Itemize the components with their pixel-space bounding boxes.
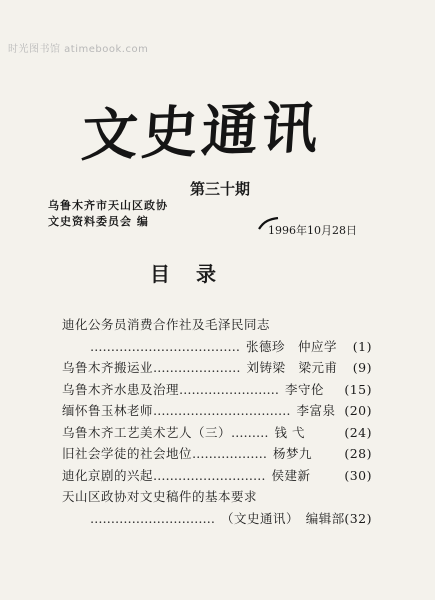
toc-entry-title: 天山区政协对文史稿件的基本要求 (62, 489, 258, 504)
toc-entry (62, 508, 372, 530)
toc-entry-author: 钱 弋 (274, 424, 305, 440)
toc-entry (62, 314, 372, 336)
table-of-contents (62, 314, 372, 529)
toc-entry-title: 乌鲁木齐搬运业 (62, 360, 154, 375)
toc-entry-page: (30) (344, 467, 372, 483)
toc-entry (62, 400, 372, 422)
toc-entry-leader: ………………… (153, 360, 241, 375)
toc-entry-author: 刘铸梁 梁元甫 (246, 360, 338, 375)
toc-entry (62, 357, 372, 379)
toc-entry-title: 迪化京剧的兴起 (62, 467, 154, 483)
toc-entry-leader: ……… (231, 424, 269, 440)
toc-entry (62, 336, 372, 358)
toc-entry (62, 443, 372, 465)
publication-date: 1996年10月28日 (268, 224, 357, 237)
publisher-org (48, 198, 168, 230)
toc-entry-author: 李守伦 (285, 381, 325, 397)
toc-entry-title: 旧社会学徒的社会地位 (62, 446, 193, 461)
toc-entry (62, 486, 372, 508)
toc-entry-author: 张德珍 仲应学 (246, 338, 338, 354)
toc-entry-page: (15) (344, 381, 372, 397)
issue-number: 第三十期 (190, 180, 251, 198)
toc-entry (62, 465, 372, 487)
toc-entry (62, 422, 372, 444)
toc-entry-page: (9) (352, 360, 372, 375)
toc-entry-leader: ……………………… (153, 467, 266, 483)
toc-entry-author: （文史通讯） 编辑部 (221, 510, 345, 526)
toc-entry-leader: ……………………………… (90, 338, 240, 354)
masthead (79, 88, 324, 170)
toc-entry-title: 缅怀鲁玉林老师 (62, 403, 154, 418)
toc-entry-leader: ………………………… (90, 510, 215, 526)
toc-entry-page: (24) (344, 424, 372, 440)
org-line-1: 乌鲁木齐市天山区政协 (48, 199, 168, 212)
toc-entry-author: 杨梦九 (273, 446, 313, 461)
toc-entry-title: 迪化公务员消费合作社及毛泽民同志 (62, 317, 271, 332)
toc-entry-title: 乌鲁木齐工艺美术艺人（三） (62, 424, 232, 440)
org-line-2: 文史资料委员会 编 (48, 215, 149, 228)
toc-entry-author: 侯建新 (271, 467, 311, 483)
toc-entry-leader: …………………… (179, 381, 280, 397)
toc-entry-page: (28) (344, 446, 372, 461)
masthead-title: 文史通讯 (79, 94, 324, 170)
toc-entry-page: (20) (344, 403, 372, 418)
toc-entry-page: (32) (344, 510, 372, 526)
watermark: 时光图书馆 atimebook.com (8, 44, 149, 55)
toc-entry (62, 379, 372, 401)
toc-entry-page: (1) (352, 338, 372, 354)
toc-entry-leader: …………………………… (153, 403, 291, 418)
toc-entry-leader: ……………… (192, 446, 268, 461)
toc-entry-author: 李富泉 (296, 403, 336, 418)
toc-entry-title: 乌鲁木齐水患及治理 (62, 381, 180, 397)
toc-heading: 目录 (150, 262, 242, 286)
